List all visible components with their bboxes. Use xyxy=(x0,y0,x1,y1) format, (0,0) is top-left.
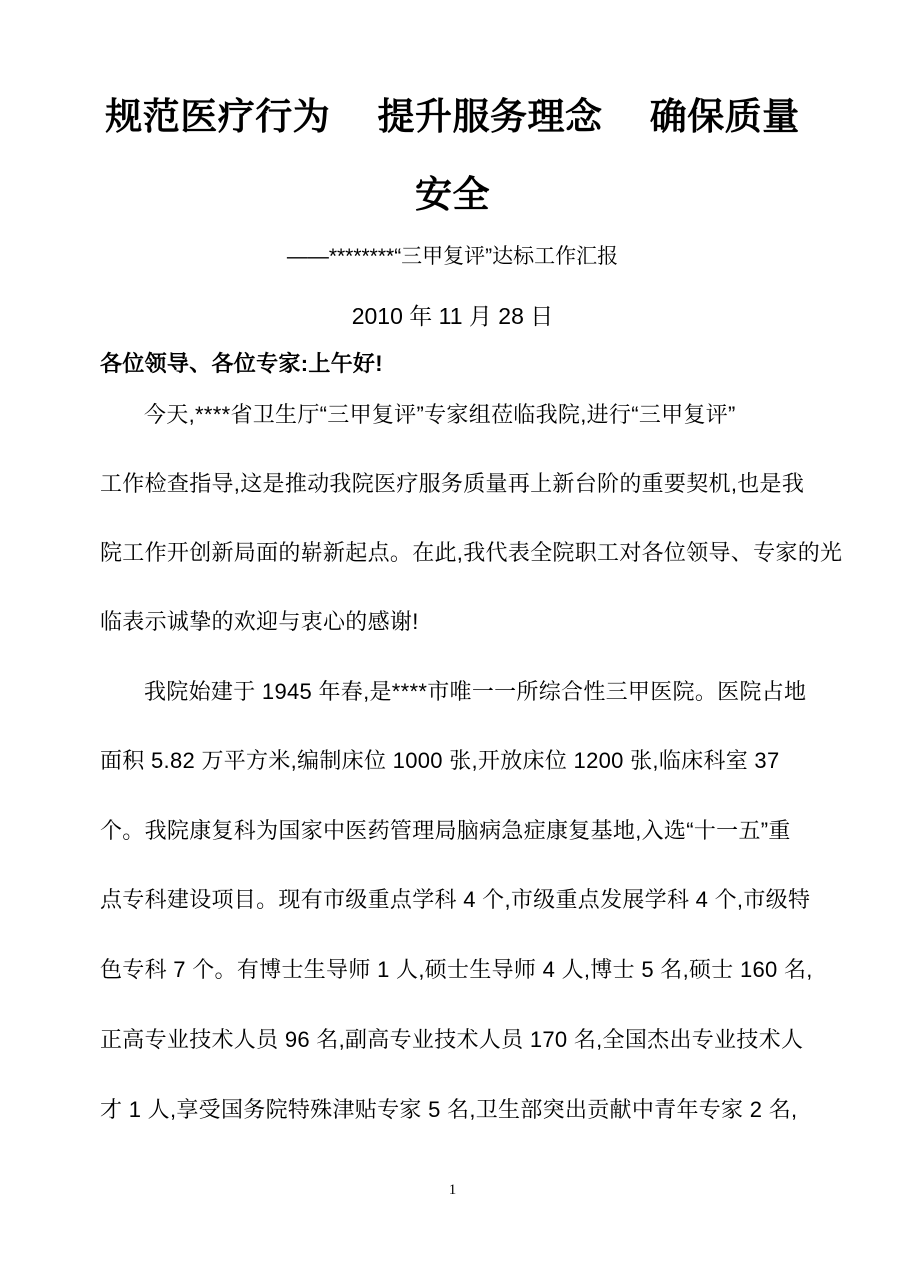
paragraph-2-line-2: 面积 5.82 万平方米,编制床位 1000 张,开放床位 1200 张,临床科室 37 xyxy=(100,748,780,773)
document-title-line-1: 规范医疗行为 提升服务理念 确保质量 xyxy=(105,97,800,138)
paragraph-2-line-3: 个。我院康复科为国家中医药管理局脑病急症康复基地,入选“十一五”重 xyxy=(100,818,791,843)
paragraph-2-line-4: 点专科建设项目。现有市级重点学科 4 个,市级重点发展学科 4 个,市级特 xyxy=(100,887,811,912)
paragraph-2-line-6: 正高专业技术人员 96 名,副高专业技术人员 170 名,全国杰出专业技术人 xyxy=(100,1027,804,1052)
paragraph-1-line-1: 今天,****省卫生厅“三甲复评”专家组莅临我院,进行“三甲复评” xyxy=(144,402,736,427)
paragraph-1-line-2: 工作检查指导,这是推动我院医疗服务质量再上新台阶的重要契机,也是我 xyxy=(100,471,805,496)
page-number: 1 xyxy=(448,1182,457,1198)
paragraph-2-line-7: 才 1 人,享受国务院特殊津贴专家 5 名,卫生部突出贡献中青年专家 2 名, xyxy=(100,1097,798,1122)
paragraph-1-line-3: 院工作开创新局面的崭新起点。在此,我代表全院职工对各位领导、专家的光 xyxy=(100,540,843,565)
document-subtitle: ——********“三甲复评”达标工作汇报 xyxy=(286,245,619,268)
salutation-line: 各位领导、各位专家:上午好! xyxy=(100,351,383,376)
document-title-line-2: 安全 xyxy=(415,175,490,216)
document-date: 2010 年 11 月 28 日 xyxy=(351,303,554,329)
paragraph-2-line-5: 色专科 7 个。有博士生导师 1 人,硕士生导师 4 人,博士 5 名,硕士 160 名, xyxy=(100,957,813,982)
paragraph-2-line-1: 我院始建于 1945 年春,是****市唯一一所综合性三甲医院。医院占地 xyxy=(144,679,807,704)
paragraph-1-line-4: 临表示诚挚的欢迎与衷心的感谢! xyxy=(100,609,419,634)
